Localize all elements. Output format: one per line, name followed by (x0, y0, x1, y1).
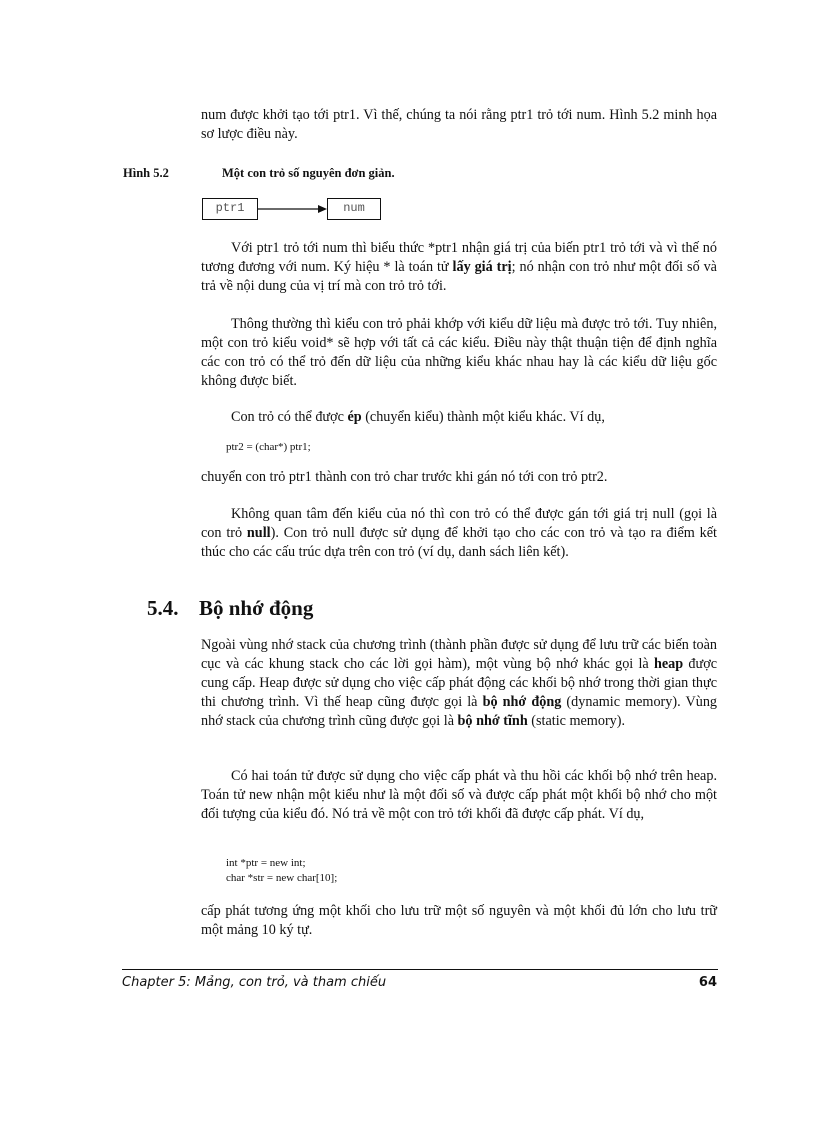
paragraph-cast-text-b: (chuyển kiểu) thành một kiểu khác. Ví dụ, (361, 409, 605, 425)
paragraph-new-operator: Có hai toán tử được sử dụng cho việc cấp phát và thu hồi các khối bộ nhớ trên heap. Toán tử new nhận một kiểu như là một đối số và được cấp phát một khối bộ nhớ cho một đối tượng của kiểu đó. Nó trả về một con trỏ tới khối đã được cấp phát. Ví dụ, (201, 768, 717, 822)
figure-label: Hình 5.2 (123, 166, 169, 180)
section-number: 5.4. (147, 596, 179, 620)
section-title: Bộ nhớ động (199, 596, 314, 620)
term-bo-nho-tinh: bộ nhớ tĩnh (457, 713, 528, 729)
term-bo-nho-dong: bộ nhớ động (482, 694, 562, 710)
footer-rule (122, 969, 718, 970)
box-ptr1: ptr1 (202, 198, 258, 220)
term-heap: heap (653, 656, 684, 672)
paragraph-dereference-text-b: ; nó nhận con trỏ như một đối số và trả về nội dung của vị trí mà con trỏ trỏ tới. (201, 259, 717, 294)
term-null: null (246, 525, 271, 541)
paragraph-cast-after: chuyển con trỏ ptr1 thành con trỏ char trước khi gán nó tới con trỏ ptr2. (201, 469, 608, 485)
paragraph-void-pointer: Thông thường thì kiểu con trỏ phải khớp với kiểu dữ liệu mà được trỏ tới. Tuy nhiên, một con trỏ kiểu void* sẽ hợp với tất cả các kiểu. Điều này thật thuận tiện để định nghĩa các con trỏ có thể trỏ đến dữ liệu của những kiểu khác nhau hay là các kiểu dữ liệu gốc không được biết. (201, 316, 717, 389)
page-number: 64 (698, 975, 717, 990)
paragraph-heap-text-a: Ngoài vùng nhớ stack của chương trình (thành phần được sử dụng để lưu trữ các biến toàn cục và các khung stack cho các lời gọi hàm), một vùng bộ nhớ khác gọi là (201, 637, 717, 672)
paragraph-intro: num được khởi tạo tới ptr1. Vì thế, chúng ta nói rằng ptr1 trỏ tới num. Hình 5.2 minh họa sơ lược điều này. (201, 107, 717, 142)
term-ep: ép (347, 409, 362, 425)
paragraph-cast (201, 408, 717, 427)
paragraph-null-text-a: Không quan tâm đến kiểu của nó thì con trỏ có thể được gán tới giá trị null (gọi là con trỏ (201, 506, 717, 541)
code-line: char *str = new char[10]; (226, 872, 338, 884)
paragraph-heap (201, 636, 717, 731)
paragraph-heap-text-c: (dynamic memory). Vùng nhớ stack của chương trình cũng được gọi là (201, 694, 718, 729)
paragraph-null-text-b: ). Con trỏ null được sử dụng để khởi tạo cho các con trỏ và tạo ra điểm kết thúc cho các cấu trúc dựa trên con trỏ (ví dụ, danh sách liên kết). (201, 525, 717, 560)
paragraph-dereference (201, 239, 717, 296)
footer-chapter: Chapter 5: Mảng, con trỏ, và tham chiếu (122, 975, 387, 990)
paragraph-dereference-text-a: Với ptr1 trỏ tới num thì biểu thức *ptr1 nhận giá trị của biến ptr1 trỏ tới và vì thế nó tương đương với num. Ký hiệu * là toán tử (201, 240, 717, 275)
code-cast: ptr2 = (char*) ptr1; (226, 441, 311, 453)
section-heading (147, 596, 313, 621)
paragraph-alloc: cấp phát tương ứng một khối cho lưu trữ một số nguyên và một khối đủ lớn cho lưu trữ một mảng 10 ký tự. (201, 903, 717, 938)
paragraph-heap-text-b: được cung cấp. Heap được sử dụng cho việc cấp phát động các khối bộ nhớ trong thời gian thực thi chương trình. Vì thế heap cũng được gọi là (201, 656, 717, 710)
paragraph-null (201, 505, 717, 562)
code-line: int *ptr = new int; (226, 857, 306, 869)
figure-caption: Một con trỏ số nguyên đơn giản. (222, 166, 395, 180)
paragraph-cast-text-a: Con trỏ có thể được (231, 409, 348, 425)
paragraph-heap-text-d: (static memory). (527, 713, 626, 729)
arrow-icon (258, 202, 328, 216)
term-lay-gia-tri: lấy giá trị (452, 259, 512, 275)
box-num: num (327, 198, 381, 220)
